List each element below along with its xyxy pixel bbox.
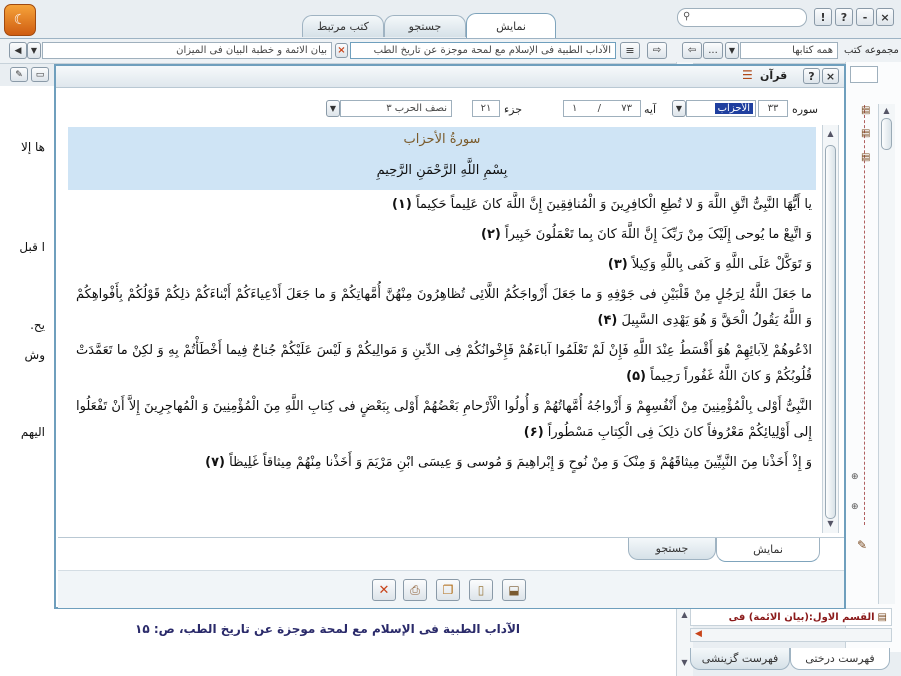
scope-select[interactable]	[740, 42, 838, 59]
verse-number: (۷)	[205, 455, 225, 470]
juz-field[interactable]	[472, 100, 500, 117]
doc-line-3: یح.	[30, 318, 45, 332]
tab-label: فهرست درختی	[805, 652, 875, 665]
sura-label: سوره	[792, 103, 818, 116]
more-button[interactable]	[703, 42, 723, 59]
verse-number: (۱)	[391, 197, 412, 212]
hizb-value: نصف الحرب ۳	[386, 103, 447, 114]
tree-guide-line	[864, 105, 866, 525]
verse-text: وَ اتَّبِعْ ما یُوحی إِلَیْکَ مِنْ رَبِّکَ إِنَّ اللَّهَ کانَ بِما تَعْمَلُونَ خَبِیراً	[504, 227, 812, 242]
minimize-button[interactable]	[856, 8, 874, 26]
sura-number-value: ۳۳	[767, 103, 779, 114]
back-button[interactable]	[682, 42, 702, 59]
aya-total-value: ۷۳	[621, 103, 632, 114]
arrow-left-icon[interactable]: ◀	[695, 629, 702, 639]
verse-text: وَ إِذْ أَخَذْنا مِنَ النَّبِیِّینَ مِیثاقَهُمْ وَ مِنْکَ وَ مِنْ نُوحٍ وَ إِبْراهِیمَ وَ مُوسی وَ عِیسَی ابْنِ مَرْیَمَ وَ أَخَذْنا مِنْهُمْ مِیثاقاً غَلِیظاً	[229, 455, 812, 470]
sura-title: سورةُ الأحزاب	[403, 132, 481, 147]
verse	[76, 252, 812, 278]
doc-line-5: الیهم	[20, 425, 45, 439]
scroll-down-icon[interactable]: ▼	[827, 519, 834, 528]
scope-value: همه کتابها	[792, 45, 833, 56]
doc-tab-bayan[interactable]	[42, 42, 332, 59]
tree-filter-input[interactable]	[850, 66, 878, 83]
tab-label: نمایش	[496, 19, 526, 33]
verse-text: ما جَعَلَ اللَّهُ لِرَجُلٍ مِنْ قَلْبَیْنِ فی جَوْفِهِ وَ ما جَعَلَ أَزْواجَکُمُ اللَّائِی تُظاهِرُونَ مِنْهُنَّ أُمَّهاتِکُمْ وَ ما جَعَلَ أَدْعِیاءَکُمْ أَبْناءَکُمْ ذلِکُمْ قَوْلُکُمْ بِأَفْواهِکُمْ وَ اللَّهُ یَقُولُ الْحَقَّ وَ هُوَ یَهْدِی السَّبِیلَ	[76, 287, 812, 328]
sura-dropdown-button[interactable]	[672, 100, 686, 117]
juz-label: جزء	[504, 103, 523, 116]
print-button[interactable]	[403, 579, 427, 601]
doc-tab-adab[interactable]	[350, 42, 616, 59]
doc-dropdown-button[interactable]	[27, 42, 41, 59]
chevron-down-icon: ▼	[675, 104, 683, 113]
export-button[interactable]	[502, 579, 526, 601]
tree-item-label: القسم الاول:(بیان الائمة) فی	[728, 611, 875, 623]
verses-scroll-thumb[interactable]	[825, 145, 836, 519]
aya-field[interactable]	[563, 100, 641, 117]
aya-label: آیه	[644, 103, 657, 116]
close-icon: ×	[337, 45, 346, 56]
sura-number-field[interactable]	[758, 100, 788, 117]
chevron-left-icon: ◀	[14, 45, 22, 56]
scroll-left-button[interactable]	[9, 42, 27, 59]
tree-node-icon: ⊕	[851, 502, 859, 512]
tab-label: جستجو	[408, 20, 442, 33]
more-icon: ...	[708, 45, 718, 56]
alert-button[interactable]	[814, 8, 832, 26]
minimize-icon: -	[862, 10, 868, 24]
verse-number: (۴)	[597, 313, 618, 328]
book-icon: ▤	[861, 128, 871, 139]
book-icon: ▤	[877, 611, 887, 623]
book-icon: ✎	[857, 538, 868, 552]
doc-tab-label: الآداب الطبیة فی الإسلام مع لمحة موجزة عن تاریخ الطب	[373, 45, 611, 56]
forward-button[interactable]	[647, 42, 667, 59]
scroll-up-icon[interactable]: ▲	[883, 106, 890, 115]
page-footer-title: الآداب الطبیة فی الإسلام مع لمحة موجزة عن تاریخ الطب، ص: ۱۵	[135, 622, 520, 636]
verse	[76, 192, 812, 218]
tree-scroll-thumb[interactable]	[881, 118, 892, 150]
scope-label: مجموعه کتب	[844, 45, 899, 56]
juz-value: ۲۱	[480, 103, 492, 114]
window-icon: ▭	[35, 69, 45, 80]
verse-number: (۶)	[523, 425, 544, 440]
tab-label: جستجو	[655, 542, 689, 555]
tree-row-bottom[interactable]	[690, 608, 892, 626]
hizb-select[interactable]	[340, 100, 452, 117]
verse	[76, 282, 812, 334]
dialog-help-button[interactable]	[803, 68, 820, 84]
dialog-tab-search[interactable]	[628, 538, 716, 560]
verse-text: وَ تَوَکَّلْ عَلَی اللَّهِ وَ کَفی بِاللَّهِ وَکِیلاً	[631, 257, 812, 272]
alert-icon: !	[820, 10, 826, 24]
tree-scrollbar[interactable]	[878, 104, 895, 604]
tool-button-1[interactable]	[10, 67, 28, 82]
hizb-dropdown-button[interactable]	[326, 100, 340, 117]
basmala: بِسْمِ اللَّهِ الرَّحْمَنِ الرَّحِيمِ	[376, 163, 508, 178]
help-icon: ?	[840, 10, 848, 24]
help-icon: ?	[808, 69, 815, 83]
chevron-down-icon: ▼	[30, 46, 38, 55]
book-icon: ▤	[861, 105, 871, 116]
sura-name-select[interactable]	[686, 100, 756, 117]
verse-number: (۵)	[626, 369, 646, 384]
tab-search[interactable]	[384, 15, 466, 37]
tab-label: فهرست گزینشی	[701, 652, 779, 665]
close-doc-tab-button[interactable]	[335, 43, 348, 58]
aya-value: ۱	[572, 103, 578, 114]
print-icon: ⎙	[410, 582, 420, 597]
tab-tree-index[interactable]	[790, 648, 890, 670]
close-icon: ✕	[378, 582, 390, 598]
verses-scrollbar[interactable]	[822, 125, 839, 533]
sura-name-value: الأحزاب	[715, 103, 753, 114]
verse-text: ادْعُوهُمْ لِآبائِهِمْ هُوَ أَقْسَطُ عِنْدَ اللَّهِ فَإِنْ لَمْ تَعْلَمُوا آباءَهُمْ فَإِخْوانُکُمْ فِی الدِّینِ وَ مَوالِیکُمْ وَ لَیْسَ عَلَیْکُمْ جُناحٌ فِیما أَخْطَأْتُمْ بِهِ وَ لکِنْ ما تَعَمَّدَتْ قُلُوبُکُمْ وَ کانَ اللَّهُ غَفُوراً رَحِیماً	[76, 343, 812, 384]
doc-line-4: وش	[24, 348, 45, 362]
logo-icon: ☾	[13, 12, 27, 28]
verse	[76, 450, 812, 476]
close-dialog-button[interactable]	[372, 579, 396, 601]
verse-number: (۲)	[480, 227, 501, 242]
document-icon: ▯	[477, 583, 485, 597]
verse	[76, 222, 812, 248]
verses-container	[66, 192, 818, 522]
scroll-up-icon[interactable]: ▲	[827, 129, 834, 138]
verse-text: یا أَیُّهَا النَّبِیُّ اتَّقِ اللَّهَ وَ لا تُطِعِ الْکافِرِینَ وَ الْمُنافِقِینَ إِنَّ اللَّهَ کانَ عَلِیماً حَکِیماً	[415, 197, 812, 212]
search-icon: ⚲	[683, 11, 691, 22]
doc-line-2: ا قبل	[19, 240, 45, 254]
document-pane	[0, 86, 58, 676]
doc-tab-label: بیان الائمة و خطبة البیان فی المیزان	[176, 45, 327, 56]
dialog-book-icon: ☰	[742, 68, 753, 82]
menu-icon: ≡	[625, 44, 635, 57]
arrow-left-icon: ⇦	[687, 45, 697, 56]
document-footer-area	[58, 608, 676, 676]
tree-hscroll[interactable]	[690, 628, 892, 642]
close-app-button[interactable]	[876, 8, 894, 26]
verse-number: (۳)	[607, 257, 628, 272]
arrow-right-icon: ⇨	[652, 45, 662, 56]
verse-text: النَّبِیُّ أَوْلی بِالْمُؤْمِنِینَ مِنْ أَنْفُسِهِمْ وَ أَزْواجُهُ أُمَّهاتُهُمْ وَ أُولُوا الْأَرْحامِ بَعْضُهُمْ أَوْلی بِبَعْضٍ فی کِتابِ اللَّهِ مِنَ الْمُؤْمِنِینَ وَ الْمُهاجِرِینَ إِلاَّ أَنْ تَفْعَلُوا إِلی أَوْلِیائِکُمْ مَعْرُوفاً کانَ ذلِکَ فِی الْکِتابِ مَسْطُوراً	[76, 399, 812, 440]
export-icon: ⬓	[508, 583, 520, 597]
tab-selective-index[interactable]	[690, 648, 790, 670]
app-logo[interactable]	[4, 4, 36, 36]
close-icon: ×	[825, 69, 836, 83]
tool-button-2[interactable]	[31, 67, 49, 82]
verse	[76, 394, 812, 446]
scope-dropdown-button[interactable]	[725, 42, 739, 59]
close-icon: ×	[880, 10, 890, 24]
dialog-close-button[interactable]	[822, 68, 839, 84]
chevron-down-icon: ▼	[329, 104, 337, 113]
copy-button[interactable]	[436, 579, 460, 601]
dialog-titlebar[interactable]	[56, 66, 844, 88]
dialog-title: قرآن	[760, 69, 788, 82]
verse	[76, 338, 812, 390]
dialog-tab-display[interactable]	[716, 538, 820, 562]
doc-line-1: ها إلا	[21, 140, 45, 154]
tab-display[interactable]	[466, 13, 556, 38]
tab-related-books[interactable]	[302, 15, 384, 37]
doc-menu-button[interactable]	[620, 42, 640, 59]
search-input[interactable]	[677, 8, 807, 27]
scroll-up-icon[interactable]: ▲	[681, 610, 688, 619]
tab-label: کتب مرتبط	[317, 20, 369, 33]
tab-label: نمایش	[753, 543, 783, 556]
aya-separator: /	[597, 103, 601, 114]
help-button[interactable]	[835, 8, 853, 26]
chevron-down-icon: ▼	[728, 46, 736, 55]
book-icon: ▤	[861, 152, 871, 163]
wrench-icon: ✎	[15, 69, 23, 80]
tree-node-icon: ⊕	[851, 472, 859, 482]
copy-icon: ❐	[442, 583, 454, 597]
document-button[interactable]	[469, 579, 493, 601]
scroll-down-icon[interactable]: ▼	[681, 658, 688, 667]
